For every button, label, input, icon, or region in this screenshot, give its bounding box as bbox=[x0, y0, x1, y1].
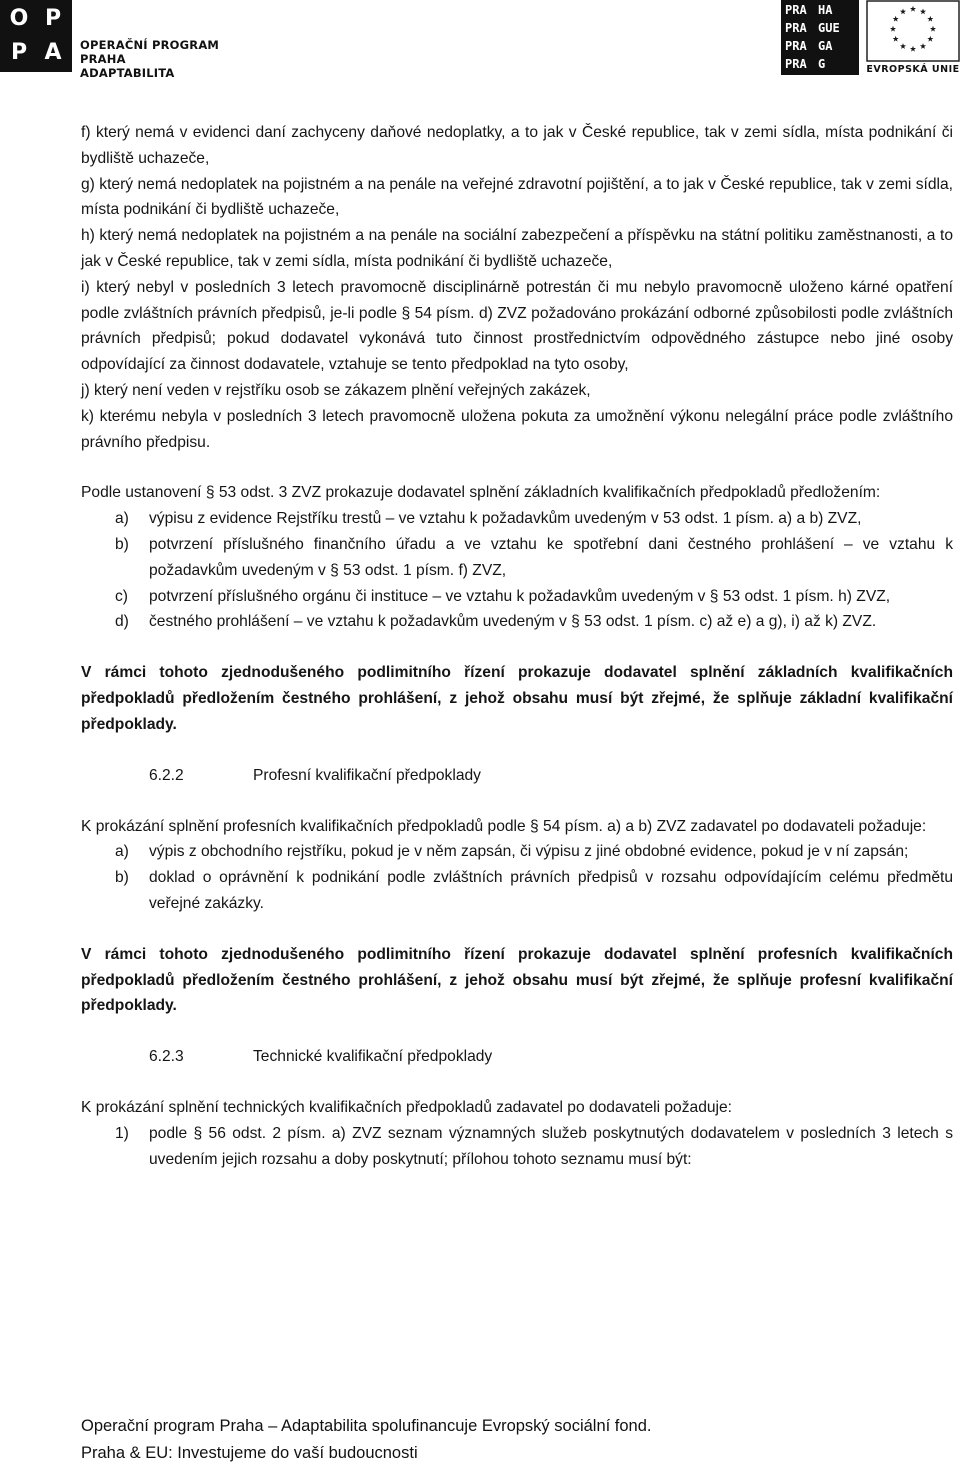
opp-letter: P bbox=[10, 40, 28, 65]
eu-label: EVROPSKÁ UNIE bbox=[866, 64, 960, 75]
eu-logo bbox=[866, 0, 960, 76]
list-item bbox=[81, 532, 953, 584]
section-heading-6-2-2 bbox=[81, 763, 953, 789]
technicke-list bbox=[81, 1121, 953, 1173]
footer-line2: Praha & EU: Investujeme do vaší budoucnosti bbox=[81, 1444, 418, 1462]
section-title: Profesní kvalifikační předpoklady bbox=[253, 766, 481, 784]
opp-logo bbox=[0, 0, 250, 80]
section-number: 6.2.3 bbox=[149, 1048, 184, 1066]
prague-logo-cell: PRA bbox=[785, 57, 807, 71]
condition-i: i) který nebyl v posledních 3 letech pravomocně disciplinárně potrestán či mu nebylo pravomocně uloženo kárné opatření podle zvláštních právních předpisů, je-li podle § 54 písm. d) ZVZ požadováno prokázání odborné způsobilosti podle zvláštních právních předpisů; pokud dodavatel vykonává tuto činnost prostřednictvím odpovědného zástupce nebo jiné osoby odpovídající za činnost dodavatele, vztahuje se tento předpoklad na tyto osoby, bbox=[81, 278, 953, 374]
opp-letter: P bbox=[44, 6, 62, 31]
list-marker: 1) bbox=[115, 1124, 129, 1142]
condition-g: g) který nemá nedoplatek na pojistném a na penále na veřejné zdravotní pojištění, a to jak v České republice, tak v zemi sídla, místa podnikání či bydliště uchazeče, bbox=[81, 175, 953, 219]
list-item bbox=[81, 584, 953, 610]
list-item-text: doklad o oprávnění k podnikání podle zvláštních právních předpisů v rozsahu odpovídajícím celému předmětu veřejné zakázky. bbox=[149, 869, 953, 912]
opp-letter: O bbox=[9, 6, 29, 31]
list-marker: b) bbox=[115, 869, 129, 887]
prague-logo-row bbox=[785, 1, 857, 19]
zakladni-summary-bold: V rámci tohoto zjednodušeného podlimitního řízení prokazuje dodavatel splnění základních kvalifikačních předpokladů předložením čestného prohlášení, z jehož obsahu musí být zřejmé, že splňuje základní kvalifikační předpoklady. bbox=[81, 664, 953, 733]
profesni-list bbox=[81, 839, 953, 916]
prague-logo-cell: G bbox=[818, 57, 826, 71]
section-heading-6-2-3 bbox=[81, 1044, 953, 1070]
list-item-text: čestného prohlášení – ve vztahu k požadavkům uvedeným v § 53 odst. 1 písm. c) až e) a g), i) až k) ZVZ. bbox=[149, 613, 877, 631]
list-item bbox=[81, 1121, 953, 1173]
opp-letter: A bbox=[44, 40, 62, 65]
page-footer bbox=[81, 1413, 941, 1467]
prague-logo-cell: PRA bbox=[785, 3, 807, 17]
profesni-summary-bold: V rámci tohoto zjednodušeného podlimitního řízení prokazuje dodavatel splnění profesních kvalifikačních předpokladů předložením čestného prohlášení, z jehož obsahu musí být zřejmé, že splňuje profesní kvalifikační předpoklady. bbox=[81, 945, 953, 1015]
zakladni-intro: Podle ustanovení § 53 odst. 3 ZVZ prokazuje dodavatel splnění základních kvalifikačních předpokladů předložením: bbox=[81, 484, 881, 502]
eu-flag-icon bbox=[866, 0, 960, 62]
profesni-intro: K prokázání splnění profesních kvalifikačních předpokladů podle § 54 písm. a) a b) ZVZ zadavatel po dodavateli požaduje: bbox=[81, 817, 927, 835]
footer-line1: Operační program Praha – Adaptabilita spolufinancuje Evropský sociální fond. bbox=[81, 1417, 652, 1435]
prague-logo bbox=[781, 0, 859, 75]
prague-logo-row bbox=[785, 37, 857, 55]
list-marker: c) bbox=[115, 587, 128, 605]
list-item-text: výpis z obchodního rejstříku, pokud je v něm zapsán, či výpisu z jiné obdobné evidence, pokud je v ní zapsán; bbox=[149, 843, 909, 861]
document-body bbox=[81, 120, 953, 1173]
list-item-text: potvrzení příslušného finančního úřadu a ve vztahu ke spotřební dani čestného prohlášení – ve vztahu k požadavkům uvedeným v § 53 odst. 1 písm. f) ZVZ, bbox=[149, 535, 953, 579]
list-marker: a) bbox=[115, 510, 129, 528]
list-item-text: potvrzení příslušného orgánu či instituce – ve vztahu k požadavkům uvedeným v § 53 odst. 1 písm. h) ZVZ, bbox=[149, 587, 891, 605]
prague-logo-row bbox=[785, 19, 857, 37]
prague-logo-cell: GA bbox=[818, 39, 833, 53]
list-marker: a) bbox=[115, 843, 129, 861]
list-item bbox=[81, 839, 953, 865]
section-number: 6.2.2 bbox=[149, 766, 184, 784]
opp-logo-grid bbox=[0, 0, 72, 72]
list-item bbox=[81, 865, 953, 917]
prague-logo-row bbox=[785, 55, 857, 73]
prague-logo-cell: PRA bbox=[785, 39, 807, 53]
list-item bbox=[81, 609, 953, 635]
condition-j: j) který není veden v rejstříku osob se zákazem plnění veřejných zakázek, bbox=[81, 381, 591, 399]
condition-h: h) který nemá nedoplatek na pojistném a na penále na sociální zabezpečení a příspěvku na státní politiku zaměstnanosti, a to jak v České republice, tak v zemi sídla, místa podnikání či bydliště uchazeče, bbox=[81, 227, 953, 270]
zakladni-list bbox=[81, 506, 953, 635]
list-item-text: výpisu z evidence Rejstříku trestů – ve vztahu k požadavkům uvedeným v 53 odst. 1 písm. a) a b) ZVZ, bbox=[149, 510, 862, 528]
list-item bbox=[81, 506, 953, 532]
list-marker: d) bbox=[115, 613, 129, 631]
technicke-intro: K prokázání splnění technických kvalifikačních předpokladů zadavatel po dodavateli požaduje: bbox=[81, 1099, 733, 1117]
opp-logo-line1: OPERAČNÍ PROGRAM PRAHA bbox=[80, 38, 220, 66]
condition-k: k) kterému nebyla v posledních 3 letech pravomocně uložena pokuta za umožnění výkonu nelegální práce podle zvláštního právního předpisu. bbox=[81, 407, 953, 451]
prague-logo-cell: GUE bbox=[818, 21, 840, 35]
prague-logo-cell: HA bbox=[818, 3, 833, 17]
opp-logo-text bbox=[80, 38, 250, 80]
condition-f: f) který nemá v evidenci daní zachyceny daňové nedoplatky, a to jak v České republice, tak v zemi sídla, místa podnikání či bydliště uchazeče, bbox=[81, 124, 953, 167]
section-title: Technické kvalifikační předpoklady bbox=[253, 1048, 493, 1066]
prague-logo-cell: PRA bbox=[785, 21, 807, 35]
list-marker: b) bbox=[115, 535, 129, 553]
list-item-text: podle § 56 odst. 2 písm. a) ZVZ seznam významných služeb poskytnutých dodavatelem v posledních 3 letech s uvedením jejich rozsahu a doby poskytnutí; přílohou tohoto seznamu musí být: bbox=[149, 1124, 953, 1168]
opp-logo-line2: ADAPTABILITA bbox=[80, 66, 175, 80]
